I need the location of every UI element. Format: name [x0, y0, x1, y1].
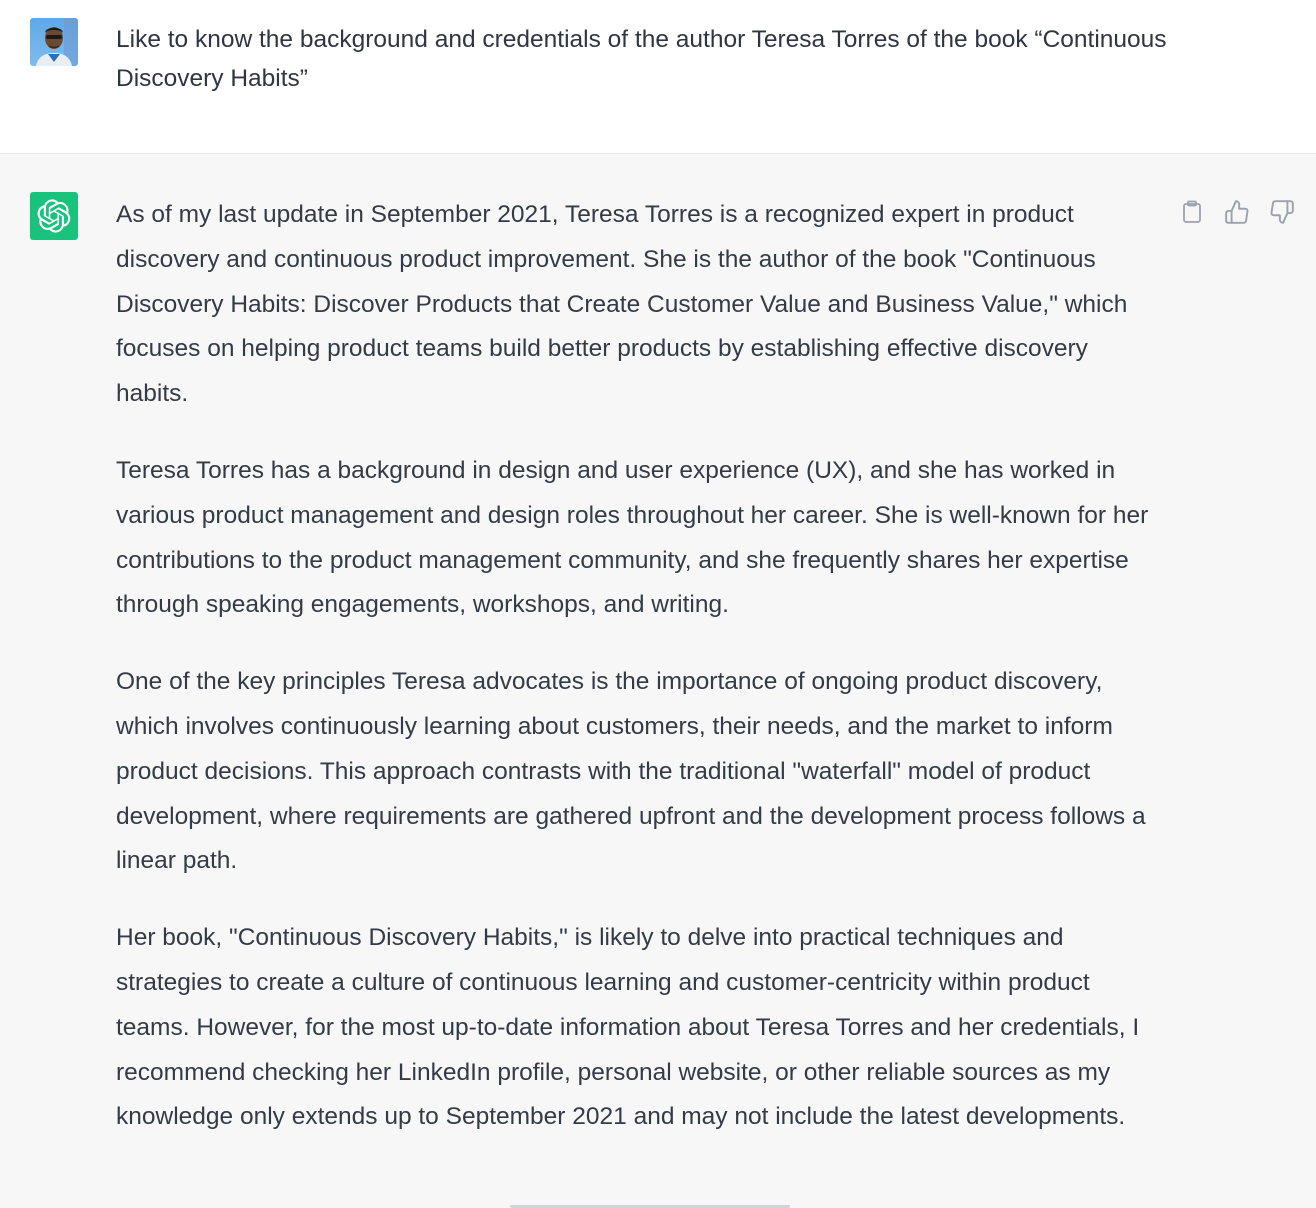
- clipboard-icon: [1181, 200, 1203, 224]
- answer-paragraph: One of the key principles Teresa advocates is the importance of ongoing product discovery, which involves continuously learning about customers, their needs, and the market to inform product decisions. This approach contrasts with the traditional "waterfall" model of product development, where requirements are gathered upfront and the development process follows a linear path.: [116, 668, 1146, 875]
- answer-paragraph: As of my last update in September 2021, Teresa Torres is a recognized expert in product discovery and continuous product improvement. She is the author of the book "Continuous Discovery Habits: Discover Products that Create Customer Value and Business Value," which focuses on helping product teams build better products by establishing effective discovery habits.: [116, 201, 1128, 408]
- answer-paragraph: Her book, "Continuous Discovery Habits," is likely to delve into practical techniques and strategies to create a culture of continuous learning and customer-centricity within product teams. However, for the most up-to-date information about Teresa Torres and her credentials, I recommend checking her LinkedIn profile, personal website, or other reliable sources as my knowledge only extends up to September 2021 and may not include the latest developments.: [116, 924, 1140, 1131]
- message-actions: [1178, 198, 1296, 226]
- user-message-row: [0, 0, 1316, 154]
- user-avatar: [30, 18, 78, 66]
- thumbs-down-button[interactable]: [1268, 198, 1296, 226]
- assistant-message-text: [116, 193, 1166, 1172]
- thumbs-down-icon: [1269, 199, 1295, 225]
- user-message-text: Like to know the background and credentials of the author Teresa Torres of the book “Continuous Discovery Habits”: [116, 26, 1167, 92]
- assistant-message-row: [0, 154, 1316, 1208]
- openai-logo-icon: [37, 199, 71, 233]
- thumbs-up-button[interactable]: [1223, 198, 1251, 226]
- assistant-avatar: [30, 192, 78, 240]
- copy-button[interactable]: [1178, 198, 1206, 226]
- answer-paragraph: Teresa Torres has a background in design and user experience (UX), and she has worked in various product management and design roles throughout her career. She is well-known for her contributions to the product management community, and she frequently shares her expertise through speaking engagements, workshops, and writing.: [116, 456, 1149, 619]
- thumbs-up-icon: [1224, 199, 1250, 225]
